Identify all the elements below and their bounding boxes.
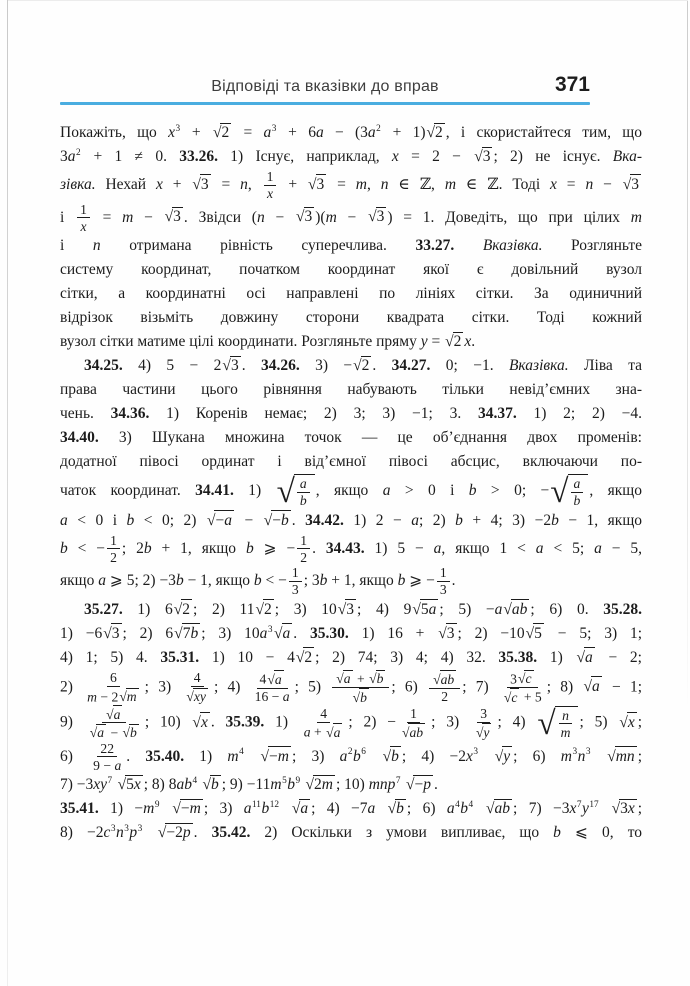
answers-text: [60, 121, 642, 845]
text-line: і $\frac{1}{x}$ = m − √ 3 . Звідси (n − √ 3 )(m − √ 3 ) = 1. Доведіть, що при цілих m: [60, 201, 642, 234]
text-line: відрізок візьміть довжину сторони квадрата сітки. Тоді кожний: [60, 309, 642, 327]
text-line: a < 0 і b < 0; 2) √ −a − √ −b . 34.42. 1) 2 − a; 2) b + 4; 3) −2b − 1, якщо: [60, 511, 643, 529]
text-line: 1) −6 √ 3 ; 2) 6 √ 7b ; 3) $10a^3$ √ a . 35.30. 1) 16 + √ 3 ; 2) −10 √ 5 − 5; 3) 1;: [60, 624, 643, 642]
paragraph-34: [60, 354, 642, 598]
text-line: чень. 34.36. 1) Коренів немає; 2) 3; 3) −1; 3. 34.37. 1) 2; 2) −4.: [60, 405, 643, 423]
page-header: [60, 73, 590, 105]
text-line: зівка. Нехай x + √ 3 = n, $\frac{1}{x}$ + √ 3 = m, n ∈ ℤ, m ∈ ℤ. Тоді x = n − √ 3: [60, 169, 639, 202]
paragraph-35: [60, 598, 642, 846]
text-line: $7) -3xy^7$ √ 5x ; 8) $8ab^4$ √ b ; $9) -11m^5b^9$ √ 2m ; 10) mnp$^7$ √ −p .: [60, 776, 438, 794]
text-line: 4) 1; 5) 4. 35.31. 1) 10 − 4 √ 2 ; 2) 74; 3) 4; 4) 32. 35.38. 1) √ a − 2;: [60, 648, 642, 666]
text-line: додатної півосі ординат і від’ємної півосі абсцис, включаючи по-: [60, 453, 642, 471]
text-line: 34.25. 4) 5 − 2 √ 3 . 34.26. 3) − √ 2 . 34.27. 0; −1. Вказівка. Ліва та: [84, 357, 643, 375]
page-edge-left: [7, 0, 8, 986]
text-line: b < − $\frac{1}{2}$ ; 2b + 1, якщо b ⩾ − $\frac{1}{2}$ . 34.43. 1) 5 − a, якщо 1 < a < 5; a − 5,: [60, 532, 642, 565]
page-edge-right: [687, 0, 688, 710]
text-line: $3a^2 + 1 \ne 0$. 33.26. 1) Існує, наприклад, x = 2 − √ 3 ; 2) не існує. Вка-: [60, 147, 643, 165]
text-line: 6) $\frac{22}{9 - a}$ . 35.40. 1) $m^4$ √ −m ; 3) $a^2b^6$ √ b ; $4) -2x^3$ √ y ; 6) $m^3n^3$ √ mn ;: [60, 740, 642, 773]
page-number: 371: [554, 73, 590, 96]
text-line: вузол сітки матиме цілі координати. Розгляньте пряму y = √ 2 x.: [60, 333, 476, 351]
text-line: 9) √ a √ a − √ b ; 10) √ x . 35.39. 1) 4 a + √ a ; 2) − 1 √ ab ; 3) 3 √ y ; 4) √ $\frac{n}{m}$ ; 5) √ x ;: [60, 704, 643, 742]
text-line: і n отримана рівність суперечлива. 33.27. Вказівка. Розгляньте: [60, 237, 643, 255]
text-line: 35.27. 1) 6 √ 2 ; 2) 11 √ 2 ; 3) 10 √ 3 ; 4) 9 √ 5a ; 5) −a √ ab ; 6) 0. 35.28.: [84, 600, 642, 618]
text-line: сітки, а координатні осі направлені по лініях сітки. За одиничний: [60, 285, 642, 303]
text-line: Покажіть, що $x^3$ + √ 2 = $a^3 + 6a - (3a^2 + 1)$ √ 2 , і скористайтеся тим, що: [60, 123, 642, 141]
text-line: 34.40. 3) Шукана множина точок — це об’єднання двох променів:: [60, 429, 642, 447]
text-line: 2) 6 m − 2 √ m ; 3) 4 √ xy ; 4) 4 √ a 16 − a ; 5) √ a + √ b √ b ; 6) √ ab 2 ; 7) 3 √ c √ c + 5 ; 8) √ a − 1;: [60, 670, 642, 705]
paragraph-33: [60, 121, 642, 354]
page-edge-top: [8, 0, 688, 1]
running-title: Відповіді та вказівки до вправ: [211, 78, 439, 95]
header-rule: [60, 102, 590, 105]
text-line: систему координат, початком координат якої є довільний вузол: [60, 261, 642, 279]
text-line: права частини цього рівняння набувають тільки невід’ємних зна-: [60, 381, 642, 399]
text-line: 35.41. $1) -m^9$ √ −m ; 3) $a^{11}b^{12}$ √ a ; 4) −7a √ b ; 6) $a^4b^4$ √ ab ; $7) -3x^7y^{17}$ √ 3x ;: [60, 800, 643, 818]
text-line: $8) -2c^3n^3p^3$ √ −2p . 35.42. 2) Оскільки з умови випливає, що b ⩽ 0, то: [60, 824, 643, 842]
text-line: якщо a ⩾ 5; 2) −3b − 1, якщо b < − $\frac{1}{3}$ ; 3b + 1, якщо b ⩾ − $\frac{1}{3}$ .: [60, 565, 456, 598]
text-line: чаток координат. 34.41. 1) √ $\frac{a}{b}$ , якщо a > 0 і b > 0; − √ $\frac{a}{b}$ , якщо: [60, 472, 642, 510]
